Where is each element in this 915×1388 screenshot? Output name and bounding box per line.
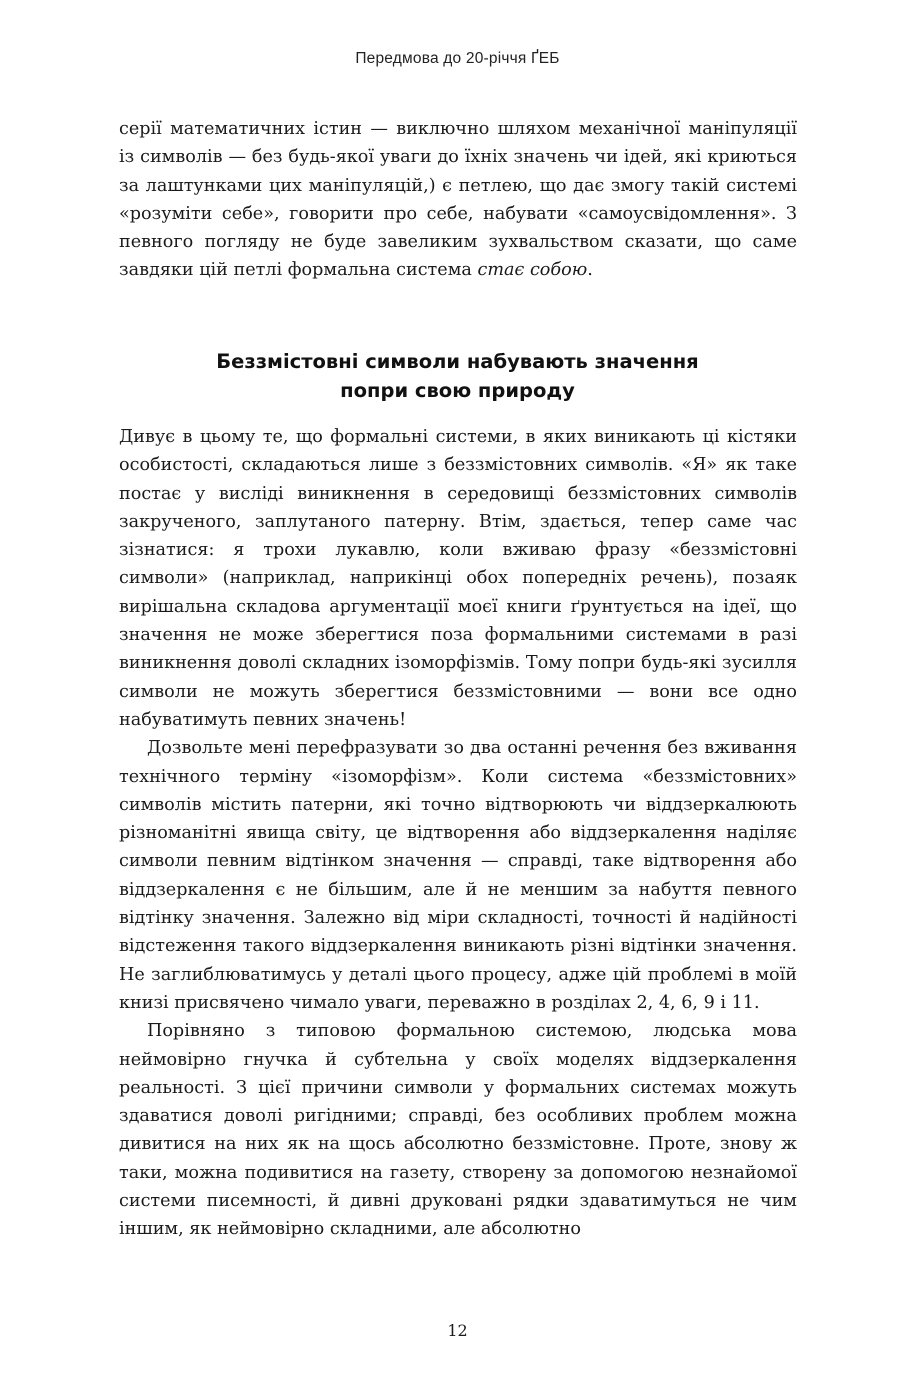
paragraph-text: серії математичних істин — виключно шляхом механічної маніпуляції із символів — без будь-якої уваги до їхніх значень чи ідей, які криються за лаштунками цих маніпуляцій,) є петлею, що дає змогу такій системі «розуміти себе», говорити про себе, набувати «самоусвідомлення». З певного погляду не буде завеликим зухвальством сказати, що саме завдяки цій петлі формальна система [119, 119, 797, 281]
italic-phrase: стає собою [477, 260, 588, 281]
section-heading [0, 347, 915, 405]
section-heading-line-1: Беззмістовні символи набувають значення [216, 350, 699, 373]
text-block-top [119, 115, 797, 285]
running-head: Передмова до 20-річчя ҐЕБ [355, 50, 560, 67]
text-block-main [119, 423, 797, 1244]
paragraph [119, 115, 797, 285]
paragraph: Дивує в цьому те, що формальні системи, в яких виникають ці кістяки особистості, складаються лише з беззмістовних символів. «Я» як таке постає у висліді виникнення в середовищі беззмістовних символів закрученого, заплутаного патерну. Втім, здається, тепер саме час зізнатися: я трохи лукавлю, коли вживаю фразу «беззмістовні символи» (наприклад, наприкінці обох попередніх речень), позаяк вирішальна складова аргументації моєї книги ґрунтується на ідеї, що значення не може зберегтися поза формальними системами в разі виникнення доволі складних ізоморфізмів. Тому попри будь-які зусилля символи не можуть зберегтися беззмістовними — вони все одно набуватимуть певних значень! [119, 427, 797, 730]
paragraph-end-punct: . [587, 260, 593, 281]
section-heading-line-2: попри свою природу [340, 379, 575, 402]
paragraph: Дозвольте мені перефразувати зо два останні речення без вживання технічного терміну «ізоморфізм». Коли система «беззмістовних» символів містить патерни, які точно відтворюють чи віддзеркалюють різноманітні явища світу, це відтворення або віддзеркалення наділяє символи певним відтінком значення — справді, таке відтворення або віддзеркалення є не більшим, але й не меншим за набуття певного відтінку значення. Залежно від міри складності, точності й надійності відстеження такого віддзеркалення виникають різні відтінки значення. Не заглиблюватимусь у деталі цього процесу, адже цій проблемі в моїй книзі присвячено чимало уваги, переважно в розділах 2, 4, 6, 9 і 11. [119, 738, 797, 1013]
paragraph: Порівняно з типовою формальною системою, людська мова неймовірно гнучка й субтельна у своїх моделях віддзеркалення реальності. З цієї причини символи у формальних системах можуть здаватися доволі ригідними; справді, без особливих проблем можна дивитися на них як на щось абсолютно беззмістовне. Проте, знову ж таки, можна подивитися на газету, створену за допомогою незнайомої системи писемності, й дивні друковані рядки здаватимуться не чим іншим, як неймовірно складними, але абсолютно [119, 1021, 797, 1240]
page-number: 12 [447, 1321, 468, 1340]
